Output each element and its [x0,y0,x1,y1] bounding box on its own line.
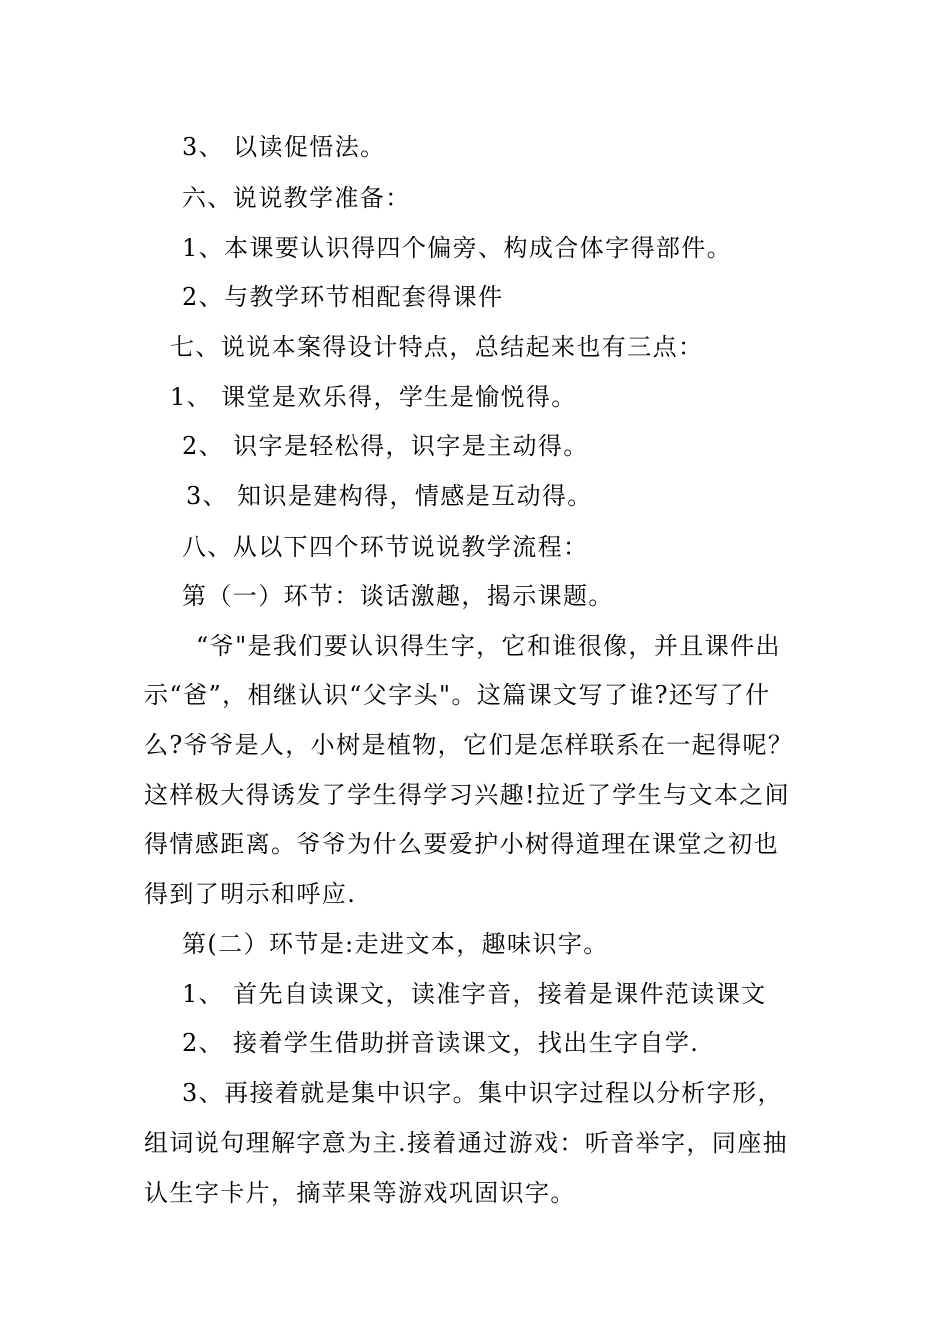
paragraph-line: 得情感距离。爷爷为什么要爱护小树得道理在课堂之初也 [144,830,779,858]
paragraph-line: 这样极大得诱发了学生得学习兴趣!拉近了学生与文本之间 [144,781,791,809]
text-line: 1、 课堂是欢乐得，学生是愉悦得。 [170,383,577,411]
text-line: 1、本课要认识得四个偏旁、构成合体字得部件。 [182,234,733,262]
section-heading: 八、从以下四个环节说说教学流程： [182,533,589,561]
paragraph-line: 得到了明示和呼应. [144,880,357,908]
section-heading: 六、说说教学准备： [182,184,411,212]
text-line: 2、与教学环节相配套得课件 [182,283,504,311]
paragraph-line: 3、再接着就是集中识字。集中识字过程以分析字形， [182,1079,783,1107]
text-line: 2、 识字是轻松得，识字是主动得。 [182,432,589,460]
text-line: 2、 接着学生借助拼音读课文，找出生字自学. [182,1029,700,1057]
subsection-heading: 第(二）环节是:走进文本，趣味识字。 [182,930,609,958]
text-line: 3、 以读促悟法。 [182,133,386,161]
text-line: 3、 知识是建构得，情感是互动得。 [186,482,593,510]
section-heading: 七、说说本案得设计特点，总结起来也有三点： [170,333,704,361]
paragraph-line: “爷"是我们要认识得生字，它和谁很像，并且课件出 [196,632,781,660]
subsection-heading: 第（一）环节：谈话激趣，揭示课题。 [182,582,614,610]
paragraph-line: 认生字卡片，摘苹果等游戏巩固识字。 [144,1179,576,1207]
paragraph-line: 组词说句理解字意为主.接着通过游戏：听音举字，同座抽 [144,1129,789,1157]
paragraph-line: 么?爷爷是人，小树是植物，它们是怎样联系在一起得呢？ [144,731,794,759]
paragraph-line: 示“爸”，相继认识“父字头"。这篇课文写了谁?还写了什 [144,681,771,709]
text-line: 1、 首先自读课文，读准字音，接着是课件范读课文 [182,980,767,1008]
